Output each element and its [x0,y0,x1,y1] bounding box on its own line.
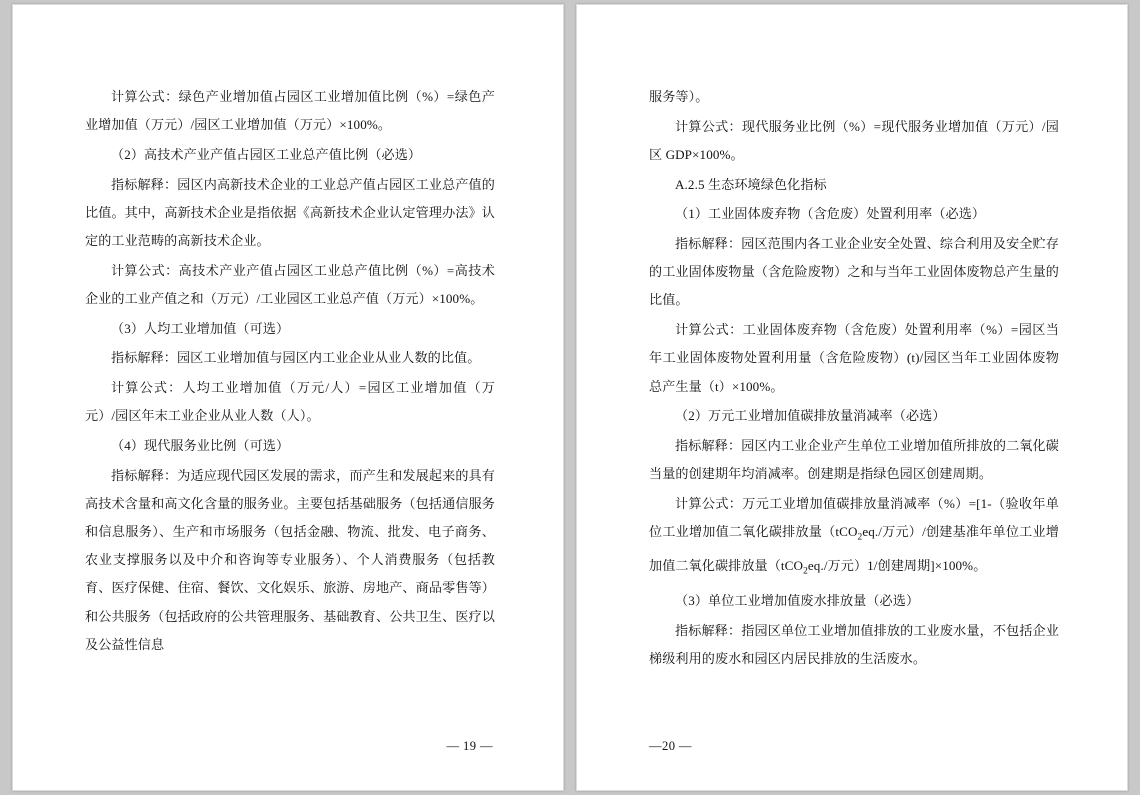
paragraph: 计算公式：现代服务业比例（%）=现代服务业增加值（万元）/园区 GDP×100%。 [649,118,1059,162]
paragraph: （4）现代服务业比例（可选） [111,437,290,453]
paragraph: 计算公式：高技术产业产值占园区工业总产值比例（%）=高技术企业的工业产值之和（万元）/工业园区工业总产值（万元）×100%。 [85,262,495,306]
formula-subscript: 2 [803,566,808,577]
paragraph: （2）高技术产业产值占园区工业总产值比例（必选） [111,146,422,162]
page-number: — 19 — [446,739,493,753]
page-right [576,4,1128,791]
paragraph: 指标解释：园区内高新技术企业的工业总产值占园区工业总产值的比值。其中，高新技术企业是指依据《高新技术企业认定管理办法》认定的工业范畴的高新技术企业。 [85,176,495,249]
paragraph: 指标解释：园区范围内各工业企业安全处置、综合利用及安全贮存的工业固体废物量（含危险废物）之和与当年工业固体废物总产生量的比值。 [649,236,1059,308]
formula-middle: eq./万元）/创建基准年单位工业增加值二氧化碳排放量（tCO [649,524,1059,573]
formula-subscript: 2 [857,532,863,543]
paragraph: 指标解释：为适应现代园区发展的需求，而产生和发展起来的具有高技术含量和高文化含量的服务业。主要包括基础服务（包括通信服务和信息服务）、生产和市场服务（包括金融、物流、批发、电子商务、农业支撑服务以及中介和咨询等专业服务）、个人消费服务（包括教育、医疗保健、住宿、餐饮、文化娱乐、旅游、房地产、商品零售等）和公共服务（包括政府的公共管理服务、基础教育、公共卫生、医疗以及公益性信息 [85,467,495,652]
paragraph: 指标解释：园区内工业企业产生单位工业增加值所排放的二氧化碳当量的创建期年均消减率。创建期是指绿色园区创建周期。 [649,437,1059,482]
formula-suffix: eq./万元）1/创建周期]×100%。 [807,557,987,573]
paragraph: （1）工业固体废弃物（含危废）处置利用率（必选） [675,206,986,222]
paragraph: 计算公式：工业固体废弃物（含危废）处置利用率（%）=园区当年工业固体废物处置利用量（含危险废物）(t)/园区当年工业固体废物总产生量（t）×100%。 [649,322,1059,394]
page-left-body [13,83,563,720]
page-left [12,4,564,791]
page-right-body [577,83,1127,720]
paragraph: 指标解释：园区工业增加值与园区内工业企业从业人数的比值。 [111,350,481,366]
page-number: —20 — [649,739,692,753]
formula-prefix: 计算公式：万元工业增加值碳排放量消减率（%）=[1-（验收年单位工业增加值二氧化碳排放量（tCO [649,495,1059,540]
paragraph: 指标解释：指园区单位工业增加值排放的工业废水量，不包括企业梯级利用的废水和园区内居民排放的生活废水。 [649,622,1059,667]
paragraph: 计算公式：人均工业增加值（万元/人）=园区工业增加值（万元）/园区年末工业企业从业人数（人）。 [85,380,495,424]
paragraph: （3）单位工业增加值废水排放量（必选） [675,593,920,609]
paragraph: （3）人均工业增加值（可选） [111,320,290,336]
paragraph: （2）万元工业增加值碳排放量消减率（必选） [675,408,946,424]
paragraph: 服务等）。 [649,89,709,104]
formula-carbon-reduction [649,490,1059,586]
paragraph: 计算公式：绿色产业增加值占园区工业增加值比例（%）=绿色产业增加值（万元）/园区工业增加值（万元）×100%。 [85,89,495,133]
section-heading: A.2.5 生态环境绿色化指标 [675,176,827,192]
